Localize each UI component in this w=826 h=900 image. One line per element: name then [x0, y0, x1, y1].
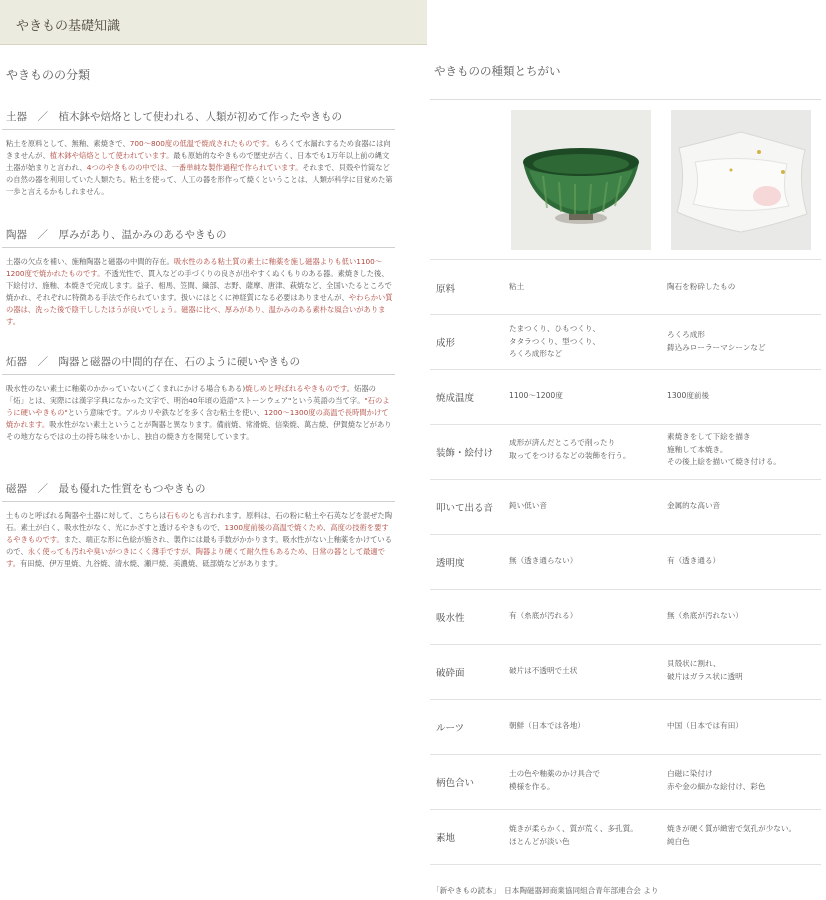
row-divider	[430, 589, 821, 590]
cell-body-touki: 焼きが柔らかく、質が荒く、多孔質。 ほとんどが淡い色	[509, 824, 638, 846]
highlighted-text: 焼しめと呼ばれるやきものです。	[245, 384, 355, 393]
row-label-body: 素地	[436, 833, 456, 844]
cell-sound-touki: 鈍い低い音	[509, 501, 547, 510]
body-text: 土器の欠点を補い、施釉陶器と磁器の中間的存在。	[6, 257, 174, 266]
body-text: 不透光性で、貫入などの手づくりの良さが出やすくぬくもりのある器。素焼きした後、下絵付け、施釉、本焼きで完成します。益子、相馬、笠間、織部、志野、薩摩、唐津、萩焼など、全国いたるところで焼かれ、それぞれに特徴ある手法で作られています。	[6, 269, 392, 303]
cell-decoration-touki: 成形が済んだところで削ったり 取ってをつけるなどの装飾を行う。	[509, 438, 631, 460]
source-credit: 「新やきもの読本」 日本陶磁器卸商業協同組合青年部連合会 より	[432, 886, 659, 895]
row-divider	[430, 534, 821, 535]
section-divider	[2, 129, 395, 130]
row-label-transparency: 透明度	[436, 558, 465, 569]
highlighted-text: "石のように硬いやきもの"	[6, 396, 390, 418]
row-label-sound: 叩いて出る音	[436, 503, 494, 514]
cell-transparency-jiki: 有（透き通る）	[667, 556, 721, 565]
section-divider	[2, 247, 395, 248]
section-body-doki	[6, 138, 394, 198]
row-label-material: 原料	[436, 284, 456, 295]
cell-roots-touki: 朝鮮（日本では各地）	[509, 721, 585, 730]
row-divider	[430, 369, 821, 370]
body-text: 扱いにはとくに神経質になる必要はありませんが、	[180, 293, 349, 303]
cell-pattern-touki: 土の色や釉薬のかけ具合で 模様を作る。	[509, 769, 601, 791]
row-label-roots: ルーツ	[436, 723, 465, 734]
cell-firing-temp-touki: 1100〜1200度	[509, 391, 563, 400]
classification-heading: やきものの分類	[6, 68, 91, 82]
body-text: もろくて水漏れするため食器には向きませんが、	[6, 139, 391, 161]
section-divider	[2, 501, 395, 502]
row-label-pattern: 柄色合い	[436, 778, 475, 789]
highlighted-text: 吸水性のある粘土質の素土に釉薬を施し磁器よりも低い1100〜1200度で焼かれたものです。	[6, 257, 383, 279]
cell-absorption-jiki: 無（糸底が汚れない）	[667, 611, 743, 620]
section-title-sekki: 炻器 ／ 陶器と磁器の中間的存在、石のように硬いやきもの	[6, 356, 300, 368]
cell-material-touki: 粘土	[509, 282, 525, 291]
row-divider	[430, 479, 821, 480]
body-text: 粘土を原料として、無釉、素焼きで、	[6, 139, 130, 148]
body-text: また、端正な形に色絵が施され、製作には最も手数がかかります。吸水性がない上釉薬をかけているので、	[6, 535, 393, 557]
row-divider	[430, 314, 821, 315]
body-text: とも言われます。原料は、石の粉に粘土や石英などを混ぜた陶石。素土が白く、吸水性がなく、光にかざすと透けるやきもので、	[6, 511, 393, 533]
body-text: という意味です。アルカリや鉄などを多く含む粘土を使い、	[67, 408, 264, 418]
cell-fracture-jiki: 貝殻状に割れ、 破片はガラス状に透明	[667, 659, 743, 681]
row-divider	[430, 644, 821, 645]
cell-fracture-touki: 破片は不透明で土状	[509, 666, 578, 675]
highlighted-text: 4つのやきものの中では、一番単純な製作過程で作られています。	[86, 163, 303, 173]
row-label-forming: 成形	[436, 338, 456, 349]
cell-firing-temp-jiki: 1300度前後	[667, 391, 710, 400]
body-text: 最も原始的なやきもので歴史が古く、日本でも1万年以上前の縄文土器が始まりと言われ、	[6, 151, 390, 173]
highlighted-text: 1300度前後の高温で焼くため、高度の技術を要するやきものです。	[6, 523, 389, 545]
section-divider	[2, 374, 395, 375]
section-title-doki: 土器 ／ 植木鉢や焙烙として使われる、人類が初めて作ったやきもの	[6, 111, 342, 123]
body-text: 吸水性がない素土ということが陶器と異なります。備前焼、常滑焼、信楽焼、萬古焼、伊賀焼などがあり その地方ならではの土の持ち味をいかし、独自の焼き方を開発しています。	[6, 420, 392, 442]
porcelain-dish-image	[671, 110, 811, 250]
cell-decoration-jiki: 素焼きをして下絵を描き 施釉して本焼き。 その後上絵を描いて焼き付ける。	[667, 432, 781, 466]
cell-pattern-jiki: 白磁に染付け 赤や金の細かな絵付け、彩色	[667, 769, 766, 791]
highlighted-text: 永く使っても汚れや臭いがつきにくく薄手ですが、陶器より硬くて耐久性もあるため、日常の器として最適です。	[6, 547, 386, 569]
highlighted-text: 植木鉢や焙烙として使われています。	[49, 151, 174, 161]
body-text: 吸水性のない素土に釉薬のかかっていない(ごくまれにかける場合もある)	[6, 384, 246, 393]
body-text: 有田焼、伊万里焼、九谷焼、清水焼、瀬戸焼、美濃焼、砥部焼などがあります。	[20, 559, 283, 569]
cell-sound-jiki: 金属的な高い音	[667, 501, 721, 510]
body-text: 土ものと呼ばれる陶器や土器に対して、こちらは	[6, 511, 167, 520]
highlighted-text: 700〜800度の低温で焼成されたものです。	[129, 139, 274, 148]
row-label-fracture: 破砕面	[436, 668, 465, 679]
page-banner	[0, 0, 427, 45]
comparison-heading: やきものの種類とちがい	[434, 64, 561, 78]
row-label-firing-temp: 焼成温度	[436, 393, 475, 404]
section-body-sekki	[6, 383, 394, 443]
highlighted-text: 磁器に比べ、厚みがあり、温かみのある素朴な風合いがあります。	[6, 305, 386, 327]
highlighted-text: 石もの	[166, 511, 189, 520]
row-divider	[430, 424, 821, 425]
row-divider	[430, 864, 821, 865]
cell-roots-jiki: 中国（日本では有田）	[667, 721, 743, 730]
row-label-decoration: 装飾・絵付け	[436, 448, 494, 459]
cell-transparency-touki: 無（透き通らない）	[509, 556, 578, 565]
section-body-touki	[6, 256, 394, 329]
comparison-divider	[430, 99, 821, 100]
section-body-jiki	[6, 510, 394, 570]
body-text: それまで、貝殻や竹筒などの自然の器を利用していた人類たち。粘土を使って、人工の器を形作って焼くということは、人類が科学に目覚めた第一歩と言えるかもしれません。	[6, 163, 393, 197]
body-text: 炻器の「炻」とは、実際には漢字字典になかった文字で、明治40年頃の造語"ストーンウェア"という英語の当て字。	[6, 384, 376, 406]
row-divider	[430, 809, 821, 810]
row-divider	[430, 259, 821, 260]
section-title-jiki: 磁器 ／ 最も優れた性質をもつやきもの	[6, 483, 206, 495]
highlighted-text: やわらかい質の器は、洗った後で陰干ししたほうが良いでしょう。	[6, 293, 393, 315]
cell-forming-touki: たまつくり、ひもつくり、 タタラつくり、型つくり、 ろくろ成形など	[509, 324, 601, 358]
pottery-bowl-image	[511, 110, 651, 250]
cell-material-jiki: 陶石を粉砕したもの	[667, 282, 736, 291]
cell-absorption-touki: 有（糸底が汚れる）	[509, 611, 578, 620]
section-title-touki: 陶器 ／ 厚みがあり、温かみのあるやきもの	[6, 229, 227, 241]
row-divider	[430, 754, 821, 755]
highlighted-text: 1200〜1300度の高温で長時間かけて焼かれます。	[6, 408, 389, 430]
row-divider	[430, 699, 821, 700]
cell-body-jiki: 焼きが硬く質が緻密で気孔が少ない。 純白色	[667, 824, 797, 846]
page-title: やきもの基礎知識	[16, 19, 121, 34]
row-label-absorption: 吸水性	[436, 613, 465, 624]
cell-forming-jiki: ろくろ成形 鋳込みローラーマシーンなど	[667, 330, 766, 352]
